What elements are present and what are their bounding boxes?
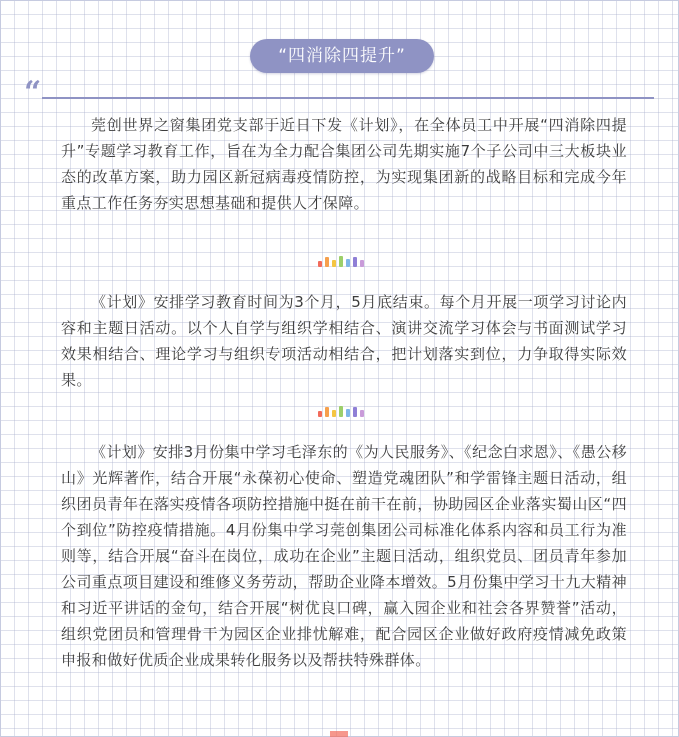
divider-bar xyxy=(318,411,322,417)
paragraph-monthly-plan: 《计划》安排3月份集中学习毛泽东的《为人民服务》、《纪念白求恩》、《愚公移山》光辉著作，结合开展“永葆初心使命、塑造党魂团队”和学雷锋主题日活动，组织团员青年在落实疫情各项防控措施中挺在前干在前，协助园区企业落实蜀山区“四个到位”防控疫情措施。4月份集中学习莞创集团公司标准化体系内容和员工行为准则等，结合开展“奋斗在岗位，成功在企业”主题日活动，组织党员、团员青年参加公司重点项目建设和维修义务劳动，帮助企业降本增效。5月份集中学习十九大精神和习近平讲话的金句，结合开展“树优良口碑，赢入园企业和社会各界赞誉”活动，组织党团员和管理骨干为园区企业排忧解难，配合园区企业做好政府疫情减免政策申报和做好优质企业成果转化服务以及帮扶特殊群体。 xyxy=(61,443,627,669)
divider-bar xyxy=(353,257,357,267)
divider-bar xyxy=(332,260,336,267)
section-title: “四消除四提升” xyxy=(250,39,434,73)
quote-rule-divider xyxy=(42,97,654,99)
divider-bar xyxy=(339,406,343,417)
divider-bar xyxy=(325,257,329,267)
divider-bar xyxy=(346,409,350,417)
divider-bar xyxy=(353,407,357,417)
divider-bar xyxy=(318,261,322,267)
paragraph-intro: 莞创世界之窗集团党支部于近日下发《计划》，在全体员工中开展“四消除四提升”专题学习教育工作，旨在为全力配合集团公司先期实施7个子公司中三大板块业态的改革方案，助力园区新冠病毒疫情防控，为实现集团新的战略目标和完成今年重点工作任务夯实思想基础和提供人才保障。 xyxy=(61,116,627,212)
divider-bar xyxy=(339,256,343,267)
divider-bar xyxy=(360,260,364,267)
divider-bar xyxy=(325,407,329,417)
paragraph-schedule: 《计划》安排学习教育时间为3个月，5月底结束。每个月开展一项学习讨论内容和主题日活动。以个人自学与组织学相结合、演讲交流学习体会与书面测试学习效果相结合、理论学习与组织专项活动相结合，把计划落实到位，力争取得实际效果。 xyxy=(61,293,627,389)
rainbow-bars-icon xyxy=(318,255,368,267)
divider-bar xyxy=(332,410,336,417)
quote-mark-icon: “ xyxy=(24,75,42,110)
divider-bar xyxy=(360,410,364,417)
divider-bar xyxy=(346,259,350,267)
rainbow-bars-icon xyxy=(318,405,368,417)
rainbow-bars-icon-partial xyxy=(330,731,348,737)
